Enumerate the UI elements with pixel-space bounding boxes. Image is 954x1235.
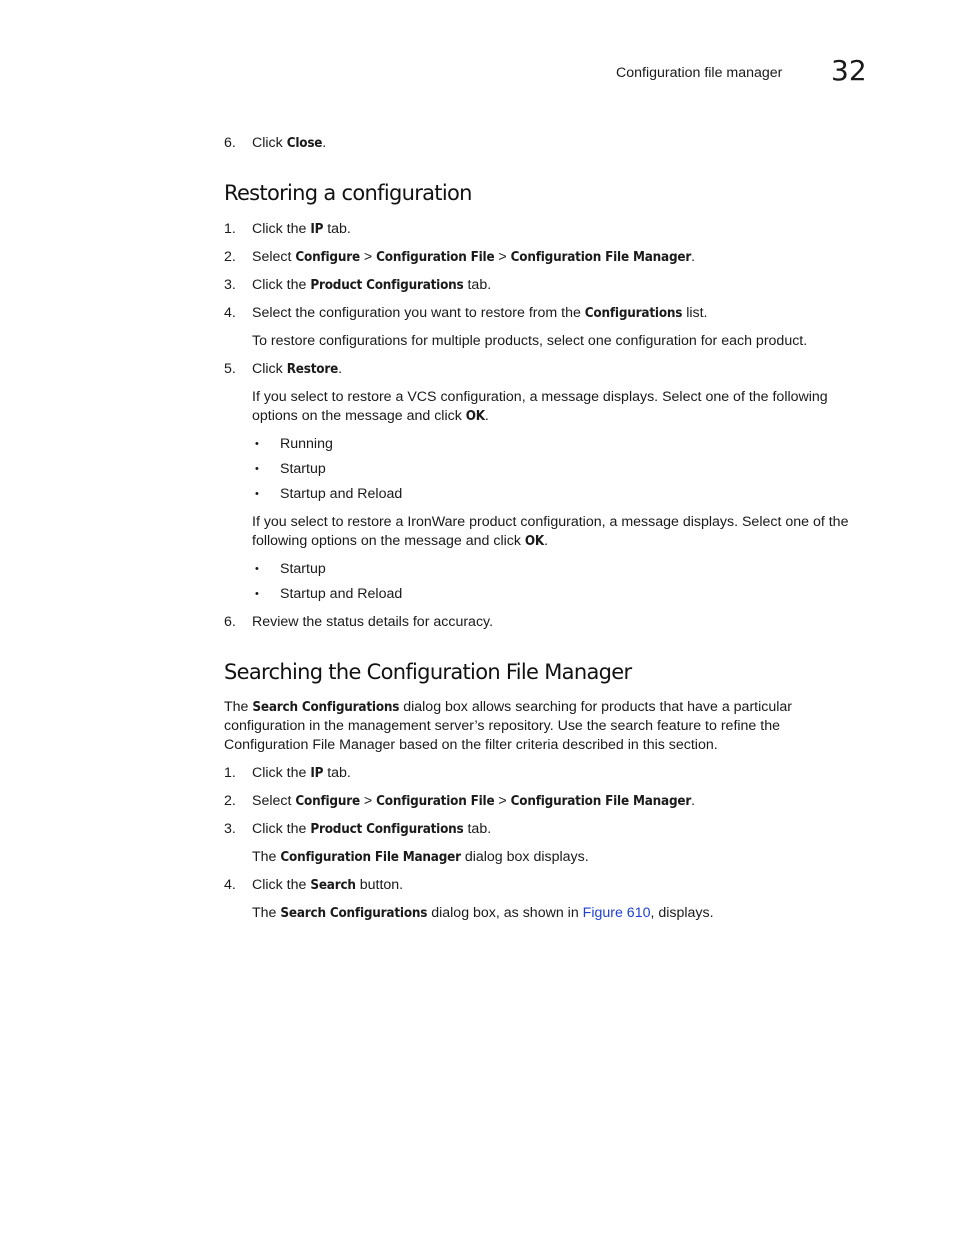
configurations-list-ref: Configurations	[584, 306, 683, 321]
configuration-file-manager-menu-ref: Configuration File Manager	[510, 794, 692, 809]
step-text-pre: Select	[252, 793, 296, 809]
list-item: Startup	[280, 561, 326, 577]
product-configurations-tab-ref: Product Configurations	[310, 278, 464, 293]
list-item: Startup and Reload	[280, 486, 403, 502]
step-text-post: tab.	[323, 765, 351, 781]
bullet-icon: •	[255, 488, 259, 500]
search-intro-line-3: Configuration File Manager based on the filter criteria described in this section.	[224, 737, 718, 753]
ironware-note-post: .	[544, 533, 549, 549]
search-step-4-note	[252, 904, 714, 923]
step-text-post: .	[322, 135, 327, 151]
menu-separator: >	[359, 793, 377, 809]
note-post: dialog box displays.	[460, 849, 589, 865]
step-text: Review the status details for accuracy.	[252, 614, 494, 630]
search-intro-line-2: configuration in the management server’s repository. Use the search feature to refine the	[224, 718, 780, 734]
configuration-file-manager-menu-ref: Configuration File Manager	[510, 250, 692, 265]
step-text	[252, 134, 326, 153]
bullet-icon: •	[255, 588, 259, 600]
step-text-pre: Click the	[252, 821, 311, 837]
step-text-pre: Click	[252, 135, 287, 151]
step-text-pre: Click the	[252, 277, 311, 293]
step-text-post: tab.	[463, 821, 492, 837]
step-text	[252, 820, 491, 839]
step-text	[252, 220, 351, 239]
step-number: 3.	[224, 277, 236, 293]
step-text	[252, 360, 342, 379]
step-number: 2.	[224, 793, 236, 809]
step-number: 6.	[224, 614, 236, 630]
running-header-title: Configuration file manager	[616, 65, 783, 81]
step-number: 5.	[224, 361, 236, 377]
step-text-pre: Click the	[252, 765, 311, 781]
close-button-ref: Close	[286, 136, 323, 151]
ironware-note-pre: following options on the message and click	[252, 533, 525, 549]
step-number: 6.	[224, 135, 236, 151]
configure-menu-ref: Configure	[295, 250, 360, 265]
step-text-post: .	[691, 249, 696, 265]
configuration-file-menu-ref: Configuration File	[376, 794, 495, 809]
step-text	[252, 792, 695, 811]
vcs-note-post: .	[484, 408, 489, 424]
step-text	[252, 764, 351, 783]
step-text-post: .	[338, 361, 343, 377]
search-button-ref: Search	[310, 878, 356, 893]
search-configurations-ref: Search Configurations	[252, 700, 400, 715]
note-pre: The	[252, 905, 281, 921]
step-text-pre: Click the	[252, 877, 311, 893]
step-number: 4.	[224, 877, 236, 893]
menu-separator: >	[494, 793, 511, 809]
step-text-post: .	[691, 793, 696, 809]
step-text	[252, 248, 695, 267]
configuration-file-manager-ref: Configuration File Manager	[280, 850, 461, 865]
step-number: 4.	[224, 305, 236, 321]
step-text-pre: Select the configuration you want to restore from the	[252, 305, 585, 321]
chapter-number: 32	[831, 54, 867, 87]
vcs-note-line-2	[252, 407, 489, 426]
ironware-note-line-1: If you select to restore a IronWare product configuration, a message displays. Select one of the	[252, 514, 849, 530]
restore-heading: Restoring a configuration	[224, 181, 472, 205]
list-item: Running	[280, 436, 333, 452]
step-number: 2.	[224, 249, 236, 265]
search-intro-line-1	[224, 698, 792, 717]
list-item: Startup	[280, 461, 326, 477]
search-configurations-ref: Search Configurations	[280, 906, 428, 921]
note-pre: The	[252, 849, 281, 865]
step-text	[252, 276, 491, 295]
note-post: , displays.	[650, 905, 714, 921]
step-number: 1.	[224, 221, 236, 237]
configure-menu-ref: Configure	[295, 794, 360, 809]
step-text	[252, 304, 707, 323]
step-number: 3.	[224, 821, 236, 837]
step-text-post: tab.	[323, 221, 351, 237]
step-text-post: tab.	[463, 277, 492, 293]
ironware-note-line-2	[252, 532, 548, 551]
note-mid: dialog box, as shown in	[427, 905, 583, 921]
ok-button-ref: OK	[524, 534, 545, 549]
step-text-post: list.	[682, 305, 708, 321]
list-item: Startup and Reload	[280, 586, 403, 602]
intro-post: dialog box allows searching for products that have a particular	[399, 699, 793, 715]
menu-separator: >	[359, 249, 377, 265]
ip-tab-ref: IP	[310, 222, 324, 237]
bullet-icon: •	[255, 438, 259, 450]
step-text-post: button.	[355, 877, 404, 893]
vcs-note-line-1: If you select to restore a VCS configuration, a message displays. Select one of the following	[252, 389, 828, 405]
step-number: 1.	[224, 765, 236, 781]
bullet-icon: •	[255, 563, 259, 575]
figure-610-link[interactable]: Figure 610	[582, 905, 651, 921]
ok-button-ref: OK	[465, 409, 485, 424]
step-text-pre: Click the	[252, 221, 311, 237]
restore-button-ref: Restore	[286, 362, 339, 377]
configuration-file-menu-ref: Configuration File	[376, 250, 495, 265]
ip-tab-ref: IP	[310, 766, 324, 781]
search-step-3-note	[252, 848, 589, 867]
restore-step-4-note: To restore configurations for multiple products, select one configuration for each product.	[252, 333, 808, 349]
menu-separator: >	[494, 249, 511, 265]
step-text	[252, 876, 403, 895]
search-heading: Searching the Configuration File Manager	[224, 660, 632, 684]
bullet-icon: •	[255, 463, 259, 475]
step-text-pre: Click	[252, 361, 287, 377]
step-text-pre: Select	[252, 249, 296, 265]
product-configurations-tab-ref: Product Configurations	[310, 822, 464, 837]
intro-pre: The	[224, 699, 253, 715]
vcs-note-pre: options on the message and click	[252, 408, 466, 424]
